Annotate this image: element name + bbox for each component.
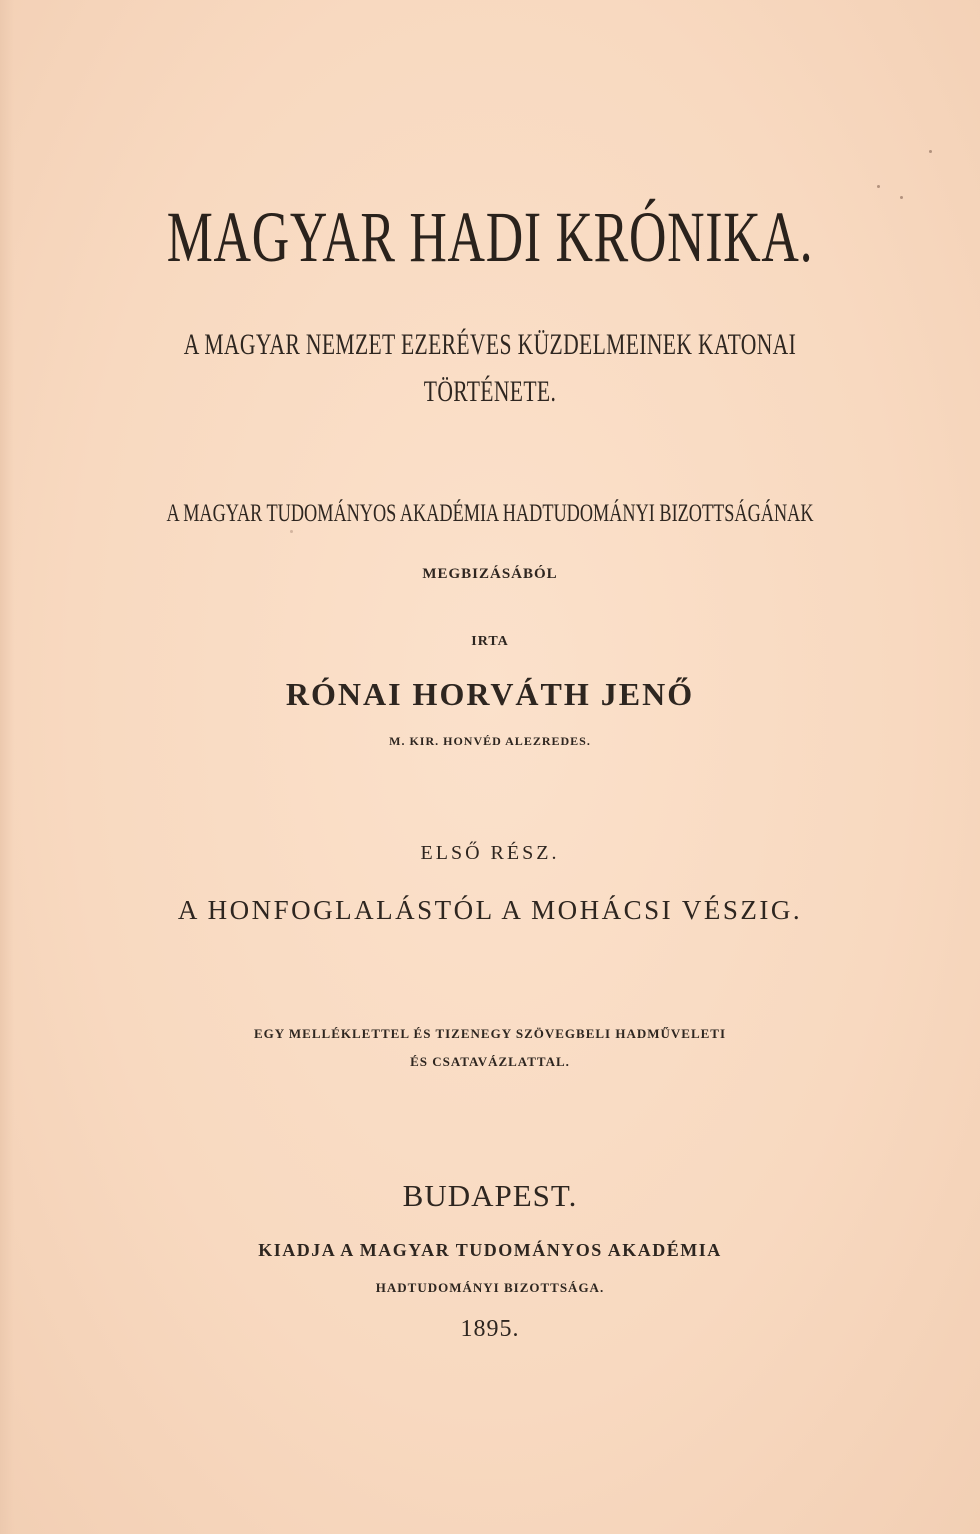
publisher-line-1: KIADJA A MAGYAR TUDOMÁNYOS AKADÉMIA (258, 1240, 722, 1260)
commission-text: A MAGYAR TUDOMÁNYOS AKADÉMIA HADTUDOMÁNYI BIZOTTSÁGÁNAK (166, 500, 814, 527)
paper-speck (290, 530, 293, 533)
author-rank: M. KIR. HONVÉD ALEZREDES. (389, 734, 591, 748)
book-title: MAGYAR HADI KRÓNIKA. (166, 197, 814, 277)
paper-speck (900, 196, 903, 199)
publication-place: BUDAPEST. (402, 1178, 578, 1213)
paper-speck (877, 185, 880, 188)
commission-suffix: MEGBIZÁSÁBÓL (422, 566, 558, 582)
page-edge-shadow (0, 0, 14, 1534)
subtitle-line-2: TÖRTÉNETE. (423, 375, 557, 408)
publisher-line-2: HADTUDOMÁNYI BIZOTTSÁGA. (375, 1280, 605, 1295)
illustrations-line-1: EGY MELLÉKLETTEL ÉS TIZENEGY SZÖVEGBELI HADMŰVELETI (253, 1026, 727, 1041)
written-by-label: IRTA (471, 634, 509, 649)
illustrations-line-2: ÉS CSATAVÁZLATTAL. (410, 1054, 570, 1069)
part-number: ELSŐ RÉSZ. (420, 842, 560, 864)
author-name: RÓNAI HORVÁTH JENŐ (285, 676, 695, 712)
paper-speck (929, 150, 932, 153)
part-title: A HONFOGLALÁSTÓL A MOHÁCSI VÉSZIG. (177, 895, 803, 925)
publication-year: 1895. (460, 1316, 520, 1342)
subtitle-line-1: A MAGYAR NEMZET EZERÉVES KÜZDELMEINEK KATONAI (183, 328, 797, 361)
